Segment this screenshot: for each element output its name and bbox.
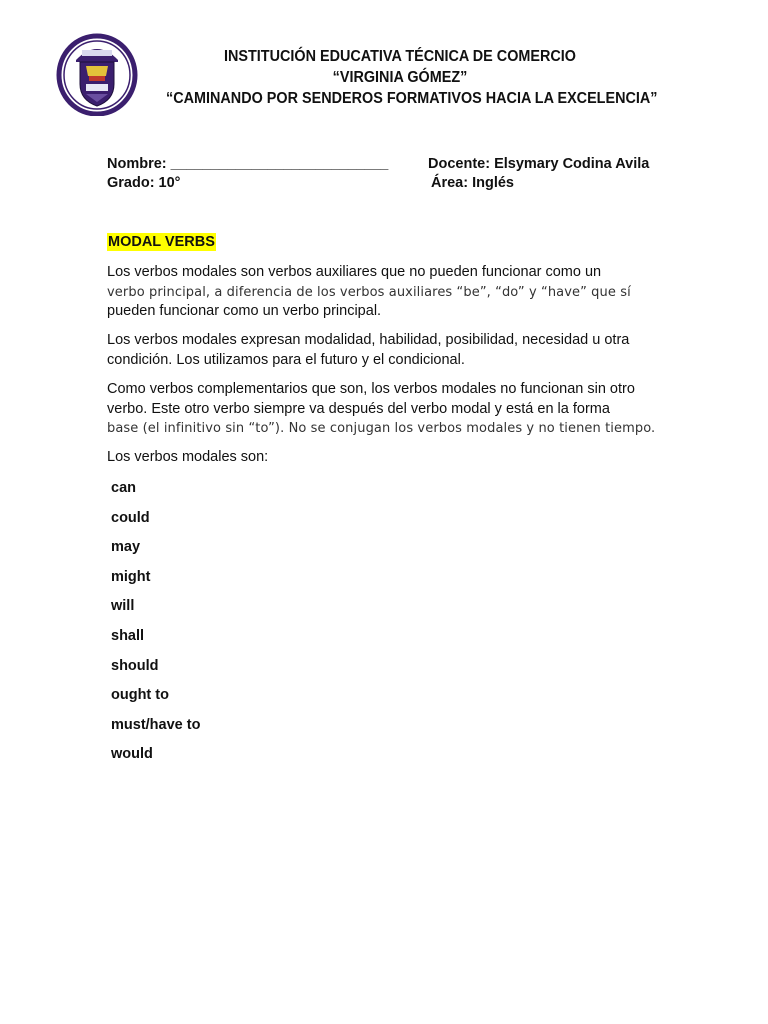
document-header: [166, 46, 658, 109]
list-item: must/have to: [111, 716, 201, 733]
modal-verbs-list: [111, 479, 200, 775]
school-motto: “CAMINANDO POR SENDEROS FORMATIVOS HACIA LA EXCELENCIA”: [166, 90, 658, 107]
institution-name: INSTITUCIÓN EDUCATIVA TÉCNICA DE COMERCIO: [223, 48, 576, 65]
paragraph-line: verbo. Este otro verbo siempre va después del verbo modal y está en la forma: [107, 400, 610, 417]
paragraph-line: verbo principal, a diferencia de los verbos auxiliares “be”, “do” y “have” que sí: [107, 284, 631, 300]
area-field: Área: Inglés: [431, 175, 514, 191]
list-item: shall: [111, 627, 145, 644]
paragraph-line: condición. Los utilizamos para el futuro y el condicional.: [107, 351, 465, 368]
list-item: might: [111, 568, 151, 585]
section-title: MODAL VERBS: [108, 234, 215, 250]
paragraph-definition: [107, 263, 667, 322]
paragraph-line: base (el infinitivo sin “to”). No se conjugan los verbos modales y no tienen tiempo.: [107, 421, 656, 436]
paragraph-line: pueden funcionar como un verbo principal.: [107, 303, 382, 319]
list-item: would: [111, 746, 153, 763]
paragraph-complementary: [107, 380, 667, 439]
grado-field: Grado: 10°: [107, 175, 181, 191]
paragraph-line: Los verbos modales expresan modalidad, habilidad, posibilidad, necesidad u otra: [107, 332, 630, 348]
paragraph-list-intro: Los verbos modales son:: [107, 449, 269, 465]
list-item: will: [111, 598, 135, 615]
school-name: “VIRGINIA GÓMEZ”: [332, 69, 468, 86]
paragraph-usage: [107, 331, 667, 370]
nombre-field: Nombre: ___________________________: [107, 156, 389, 172]
list-item: may: [111, 539, 141, 556]
list-item: should: [111, 657, 159, 674]
list-item: can: [111, 480, 136, 496]
paragraph-line: Los verbos modales son verbos auxiliares que no pueden funcionar como un: [107, 264, 602, 280]
school-crest-logo: [56, 32, 138, 116]
docente-field: Docente: Elsymary Codina Avila: [428, 156, 650, 172]
list-item: ought to: [111, 687, 169, 704]
paragraph-line: Como verbos complementarios que son, los verbos modales no funcionan sin otro: [107, 381, 635, 397]
list-item: could: [111, 509, 150, 526]
